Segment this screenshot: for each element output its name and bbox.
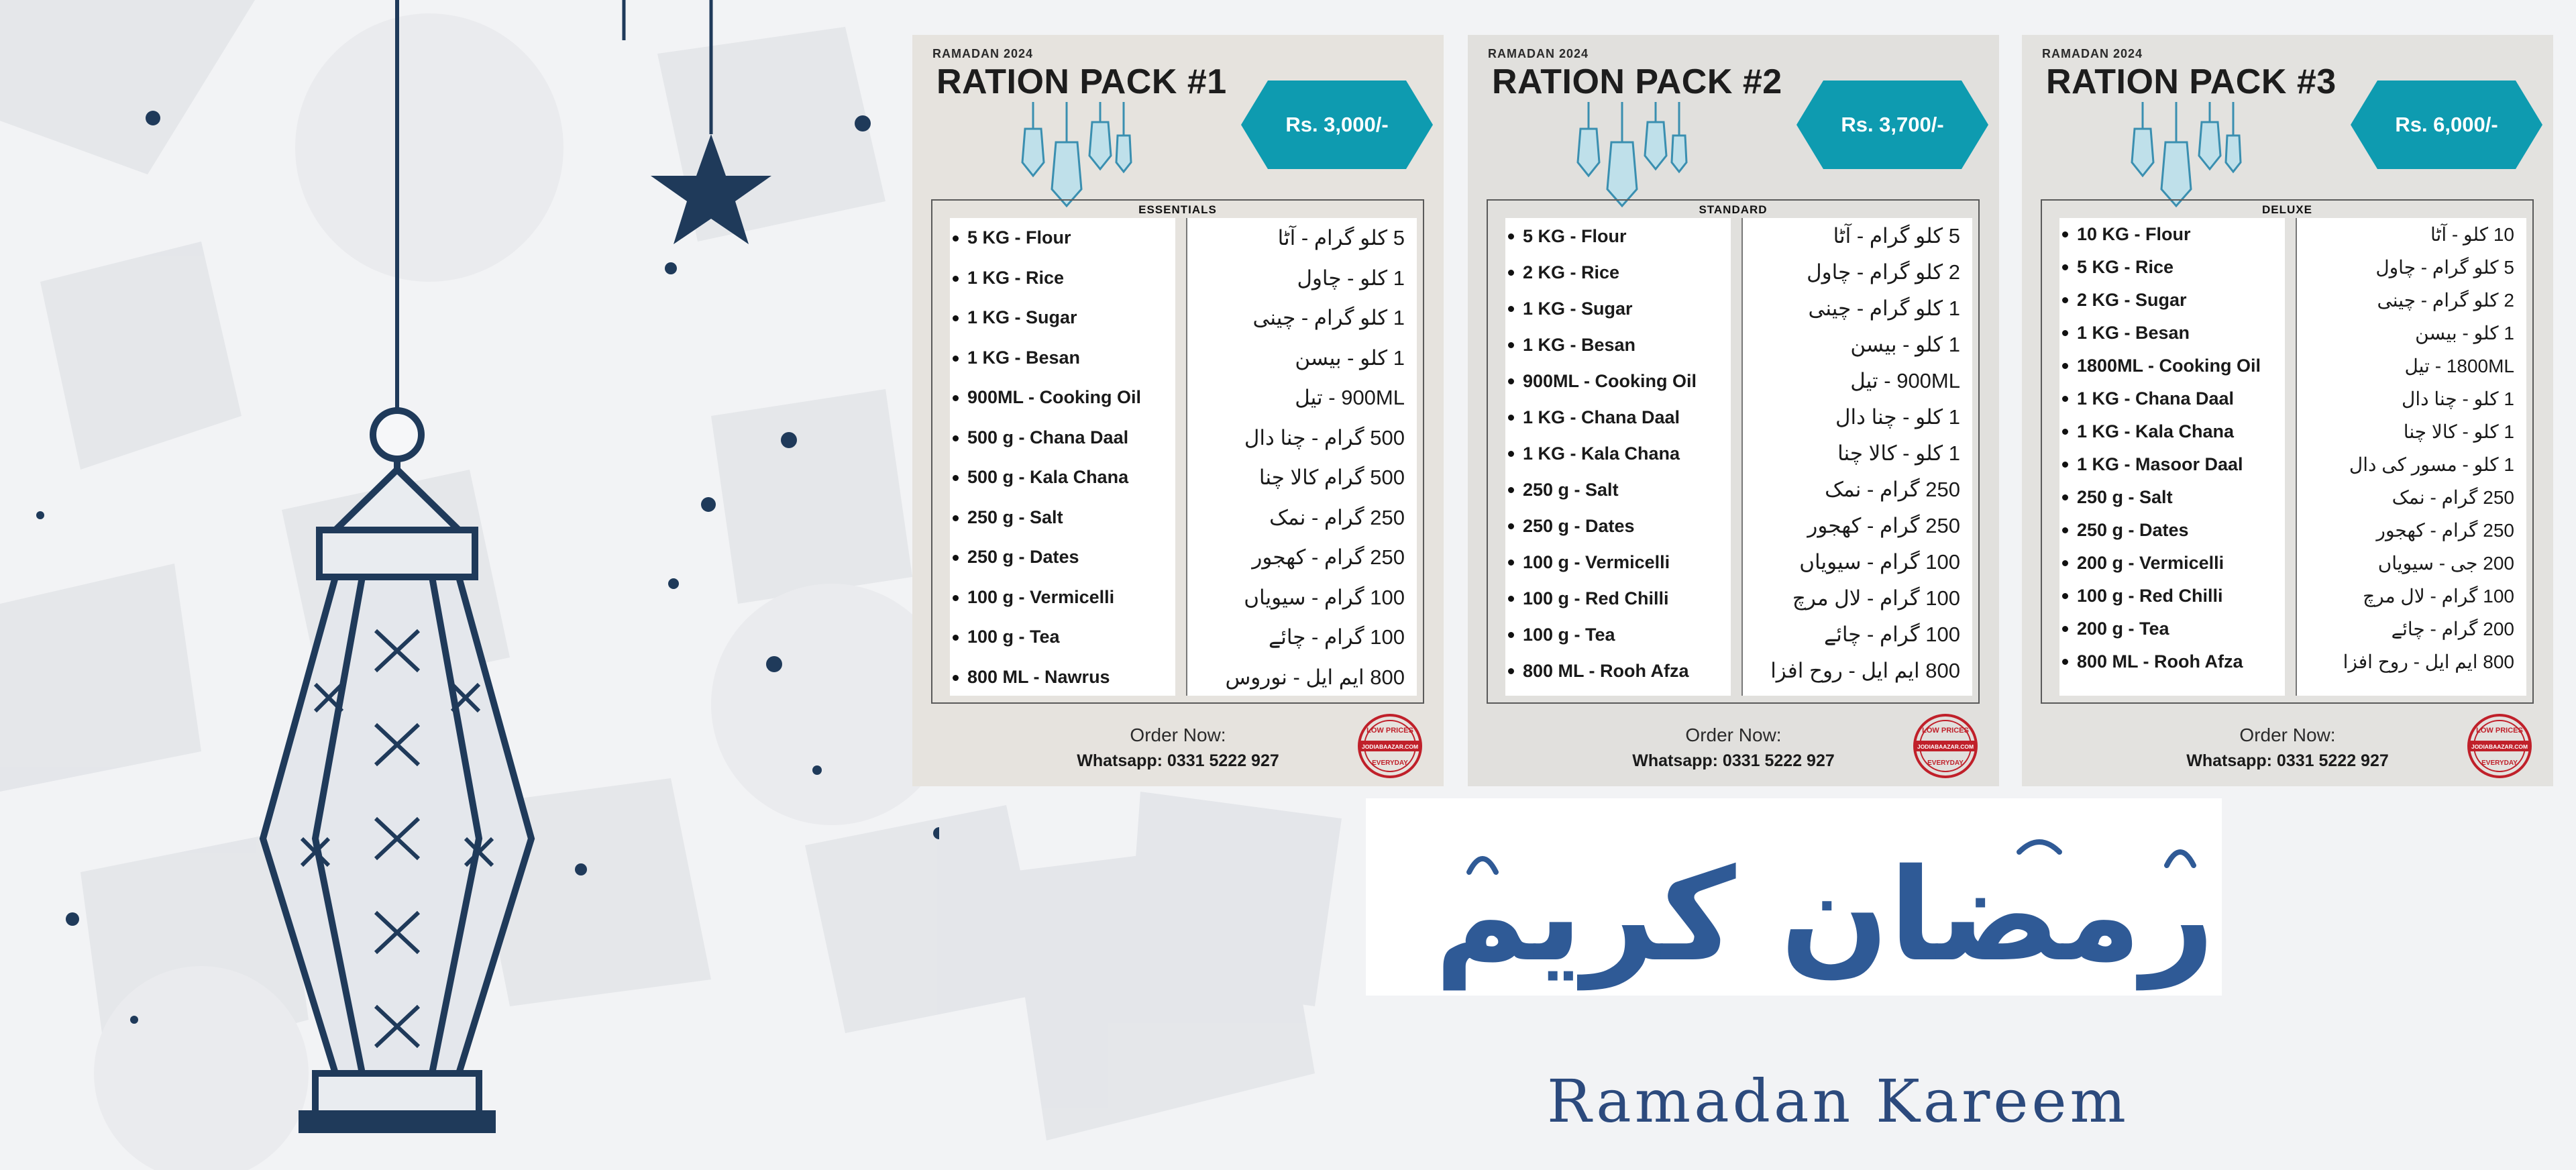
list-item: 250 g - Salt [2059, 481, 2285, 514]
list-item: 1800ML - Cooking Oil [2059, 350, 2285, 382]
list-heading: STANDARD [1699, 203, 1768, 216]
list-item: 250 g - Salt [1505, 472, 1731, 508]
list-item: 900ML - Cooking Oil [1505, 363, 1731, 399]
list-item: 1 کلو - بیسن [1295, 345, 1405, 370]
list-item: 1 کلو - کالا چنا [2403, 421, 2514, 442]
lantern-icon [263, 411, 531, 1130]
items-urdu-column [1186, 218, 1417, 696]
list-item: 1 KG - Kala Chana [1505, 435, 1731, 472]
list-item: 800 ایم ایل - روح افزا [1770, 659, 1960, 682]
list-item: 250 g - Salt [950, 498, 1175, 538]
list-item: 100 گرام - لال مرچ [2363, 586, 2514, 606]
list-item: 1 کلو - چاول [1297, 266, 1405, 290]
list-item: 200 گرام - چائے [2391, 619, 2514, 639]
low-prices-stamp-icon [1912, 712, 1979, 780]
price-tag [2351, 81, 2542, 169]
ration-pack-card-1 [912, 35, 1444, 786]
list-item: 2 KG - Rice [1505, 254, 1731, 290]
list-item: 5 KG - Rice [2059, 251, 2285, 284]
items-list-box [2041, 199, 2534, 704]
list-item: 2 KG - Sugar [2059, 284, 2285, 317]
list-item: 1 کلو - کالا چنا [1837, 441, 1960, 465]
list-item: 500 g - Chana Daal [950, 418, 1175, 458]
list-item: 1800ML - تیل [2404, 356, 2514, 376]
price-tag [1241, 81, 1433, 169]
list-item: 1 کلو - بیسن [2415, 323, 2514, 343]
list-item: 800 ML - Rooh Afza [1505, 653, 1731, 689]
stamp-top-text: LOW PRICES [1366, 727, 1413, 735]
list-item: 250 g - Dates [950, 537, 1175, 578]
list-item: 1 کلو - بیسن [1850, 333, 1960, 356]
list-item: 1 KG - Besan [1505, 327, 1731, 363]
stamp-mid-text: JODIABAAZAR.COM [2471, 743, 2528, 750]
list-heading: ESSENTIALS [1138, 203, 1217, 216]
pack-kicker: RAMADAN 2024 [932, 47, 1034, 60]
pack-title: RATION PACK #3 [2046, 62, 2337, 101]
list-item: 5 کلو گرام - چاول [2375, 257, 2514, 278]
list-item: 5 KG - Flour [950, 218, 1175, 258]
ration-pack-card-3 [2022, 35, 2553, 786]
list-item: 2 کلو گرام - چینی [2377, 290, 2514, 311]
list-item: 1 کلو گرام - چینی [1808, 297, 1960, 320]
price-label: Rs. 6,000/- [2395, 113, 2498, 136]
items-list-box [1487, 199, 1980, 704]
list-item: 10 KG - Flour [2059, 218, 2285, 251]
list-item: 5 کلو گرام - آٹا [1833, 224, 1960, 248]
list-item: 1 KG - Besan [950, 338, 1175, 378]
list-item: 100 گرام - چائے [1269, 625, 1405, 649]
list-item: 5 کلو گرام - آٹا [1277, 226, 1405, 250]
list-item: 1 KG - Kala Chana [2059, 415, 2285, 448]
list-item: 1 کلو - چنا دال [2402, 388, 2514, 409]
lantern-illustration [0, 0, 939, 1170]
list-item: 500 g - Kala Chana [950, 458, 1175, 498]
list-item: 800 ایم ایل - روح افزا [2343, 651, 2514, 672]
price-tag [1796, 81, 1988, 169]
low-prices-stamp-icon [2466, 712, 2533, 780]
list-item: 5 KG - Flour [1505, 218, 1731, 254]
list-item: 100 گرام - سیویاں [1799, 550, 1960, 574]
ration-pack-card-2 [1468, 35, 1999, 786]
list-item: 100 g - Tea [1505, 617, 1731, 653]
list-item: 250 گرام - کھجور [1807, 514, 1960, 537]
list-heading: DELUXE [2262, 203, 2312, 216]
list-item: 800 ML - Rooh Afza [2059, 645, 2285, 678]
pack-kicker: RAMADAN 2024 [2042, 47, 2143, 60]
items-english-column [2059, 218, 2285, 696]
list-item: 1 کلو - مسور کی دال [2349, 454, 2514, 475]
stamp-top-text: LOW PRICES [1922, 727, 1969, 735]
stamp-mid-text: JODIABAAZAR.COM [1917, 743, 1974, 750]
list-item: 1 KG - Rice [950, 258, 1175, 299]
list-item: 250 گرام - کھجور [2376, 520, 2514, 541]
list-item: 250 گرام - نمک [1269, 505, 1405, 529]
list-item: 900ML - تیل [1295, 386, 1405, 409]
pack-kicker: RAMADAN 2024 [1488, 47, 1589, 60]
list-item: 250 گرام - نمک [2392, 487, 2514, 508]
order-now-label: Order Now: [1685, 725, 1782, 745]
list-item: 100 g - Vermicelli [950, 578, 1175, 618]
list-item: 250 گرام - کھجور [1252, 545, 1405, 569]
list-item: 200 g - Tea [2059, 613, 2285, 645]
list-item: 900ML - تیل [1850, 369, 1960, 392]
list-item: 1 KG - Chana Daal [1505, 399, 1731, 435]
list-item: 100 g - Vermicelli [1505, 544, 1731, 580]
list-item: 1 KG - Masoor Daal [2059, 448, 2285, 481]
list-item: 250 گرام - نمک [1825, 478, 1960, 501]
items-urdu-column [2296, 218, 2526, 696]
list-item: 200 جی - سیویاں [2377, 553, 2514, 574]
list-item: 10 کلو - آٹا [2430, 224, 2514, 245]
whatsapp-number: Whatsapp: 0331 5222 927 [1632, 751, 1835, 770]
list-item: 100 g - Red Chilli [1505, 580, 1731, 617]
order-now-label: Order Now: [2239, 725, 2336, 745]
whatsapp-number: Whatsapp: 0331 5222 927 [1077, 751, 1279, 770]
items-english-column [950, 218, 1175, 696]
list-item: 100 g - Tea [950, 617, 1175, 657]
calligraphy-text: رمضان کریم [1434, 841, 2215, 990]
pack-title: RATION PACK #2 [1492, 62, 1782, 101]
list-item: 1 KG - Sugar [950, 298, 1175, 338]
list-item: 1 KG - Sugar [1505, 290, 1731, 327]
items-english-column [1505, 218, 1731, 696]
list-item: 1 کلو - چنا دال [1835, 405, 1960, 429]
list-item: 100 g - Red Chilli [2059, 580, 2285, 613]
stamp-bottom-text: EVERYDAY [1927, 759, 1964, 767]
list-item: 250 g - Dates [1505, 508, 1731, 544]
list-item: 500 گرام - چنا دال [1244, 425, 1405, 449]
list-item: 2 کلو گرام - چاول [1807, 260, 1960, 284]
pack-title: RATION PACK #1 [936, 62, 1227, 101]
low-prices-stamp-icon [1356, 712, 1424, 780]
stamp-top-text: LOW PRICES [2476, 727, 2523, 735]
list-item: 200 g - Vermicelli [2059, 547, 2285, 580]
ramadan-calligraphy [1429, 825, 2220, 1026]
items-urdu-column [1741, 218, 1972, 696]
order-now-label: Order Now: [1130, 725, 1226, 745]
list-item: 500 گرام کالا چنا [1258, 466, 1405, 489]
items-list-box [931, 199, 1424, 704]
stamp-mid-text: JODIABAAZAR.COM [1361, 743, 1419, 750]
price-label: Rs. 3,700/- [1841, 113, 1944, 136]
price-label: Rs. 3,000/- [1285, 113, 1389, 136]
list-item: 1 KG - Chana Daal [2059, 382, 2285, 415]
stamp-bottom-text: EVERYDAY [1372, 759, 1408, 767]
list-item: 100 گرام - چائے [1824, 623, 1960, 646]
list-item: 800 ایم ایل - نوروس [1225, 665, 1405, 689]
star-icon [651, 134, 771, 244]
list-item: 250 g - Dates [2059, 514, 2285, 547]
list-item: 800 ML - Nawrus [950, 657, 1175, 698]
whatsapp-number: Whatsapp: 0331 5222 927 [2186, 751, 2389, 770]
stamp-bottom-text: EVERYDAY [2481, 759, 2518, 767]
list-item: 1 کلو گرام - چینی [1252, 306, 1405, 329]
list-item: 1 KG - Besan [2059, 317, 2285, 350]
list-item: 100 گرام - لال مرچ [1792, 586, 1960, 610]
ramadan-kareem-heading: Ramadan Kareem [1547, 1067, 2129, 1136]
list-item: 900ML - Cooking Oil [950, 378, 1175, 418]
list-item: 100 گرام - سیویاں [1244, 585, 1405, 609]
